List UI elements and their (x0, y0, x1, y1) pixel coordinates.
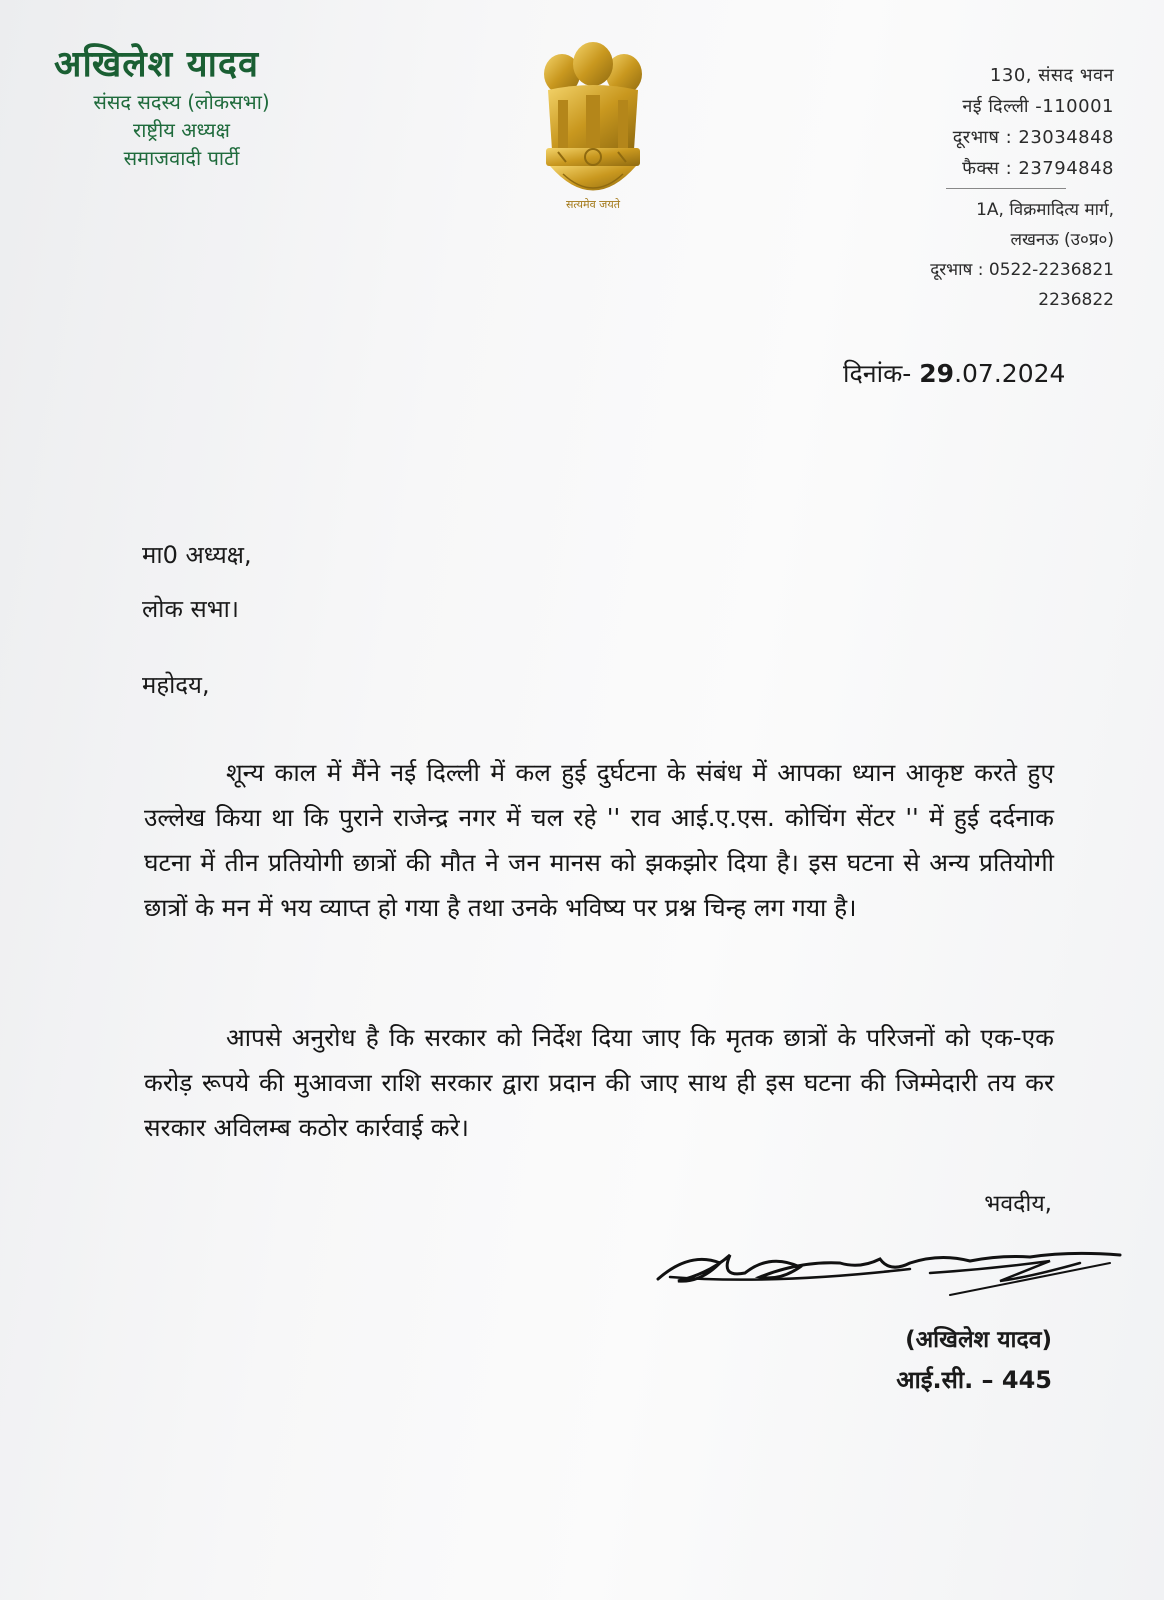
salutation: महोदय, (142, 671, 210, 699)
body-paragraph-2: आपसे अनुरोध है कि सरकार को निर्देश दिया जाए कि मृतक छात्रों के परिजनों को एक-एक करोड़ रूपये की मुआवजा राशि सरकार द्वारा प्रदान की जाए साथ ही इस घटना की जिम्मेदारी तय कर सरकार अविलम्ब कठोर कार्रवाई करे। (144, 1023, 1054, 1142)
sender-designation-3: समाजवादी पार्टी (123, 146, 240, 170)
handwritten-signature (650, 1233, 1130, 1313)
address-divider (946, 188, 1066, 189)
reference-number: आई.सी. – 445 (896, 1366, 1052, 1394)
delhi-fax: फैक्स : 23794848 (962, 158, 1114, 179)
national-emblem-icon (538, 40, 648, 220)
addressee-line-1: मा0 अध्यक्ष, (142, 541, 252, 569)
body-paragraph-1: शून्य काल में मैंने नई दिल्ली में कल हुई दुर्घटना के संबंध में आपका ध्यान आकृष्ट करते हुए उल्लेख किया था कि पुराने राजेन्द्र नगर में चल रहे '' राव आई.ए.एस. कोचिंग सेंटर '' में हुई दर्दनाक घटना में तीन प्रतियोगी छात्रों की मौत ने जन मानस को झकझोर दिया है। इस घटना से अन्य प्रतियोगी छात्रों के मन में भय व्याप्त हो गया है तथा उनके भविष्य पर प्रश्न चिन्ह लग गया है। (144, 758, 1054, 922)
sender-designation-2: राष्ट्रीय अध्यक्ष (133, 118, 230, 142)
letter-date (843, 356, 1065, 390)
lucknow-phone-2: 2236822 (1038, 290, 1114, 310)
addressee (142, 528, 252, 636)
sender-designation-1: संसद सदस्य (लोकसभा) (93, 90, 270, 114)
date-day: 29 (919, 359, 955, 388)
delhi-phone: दूरभाष : 23034848 (952, 127, 1114, 148)
sender-name: अखिलेश यादव (54, 44, 260, 85)
date-label: दिनांक- (843, 359, 912, 388)
date-rest: .07.2024 (954, 359, 1066, 388)
signatory-name: (अखिलेश यादव) (905, 1327, 1052, 1353)
addressee-line-2: लोक सभा। (142, 595, 239, 623)
closing: भवदीय, (984, 1191, 1052, 1217)
delhi-address-line-2: नई दिल्ली -110001 (962, 96, 1114, 117)
delhi-address-line-1: 130, संसद भवन (989, 65, 1114, 86)
lucknow-address-line-1: 1A, विक्रमादित्य मार्ग, (976, 200, 1114, 220)
lucknow-phone: दूरभाष : 0522-2236821 (930, 260, 1114, 280)
lucknow-address-line-2: लखनऊ (उ०प्र०) (1010, 230, 1114, 250)
letterhead-sender (54, 42, 314, 172)
letterhead-address (854, 60, 1114, 315)
emblem-motto: सत्यमेव जयते (565, 198, 620, 211)
